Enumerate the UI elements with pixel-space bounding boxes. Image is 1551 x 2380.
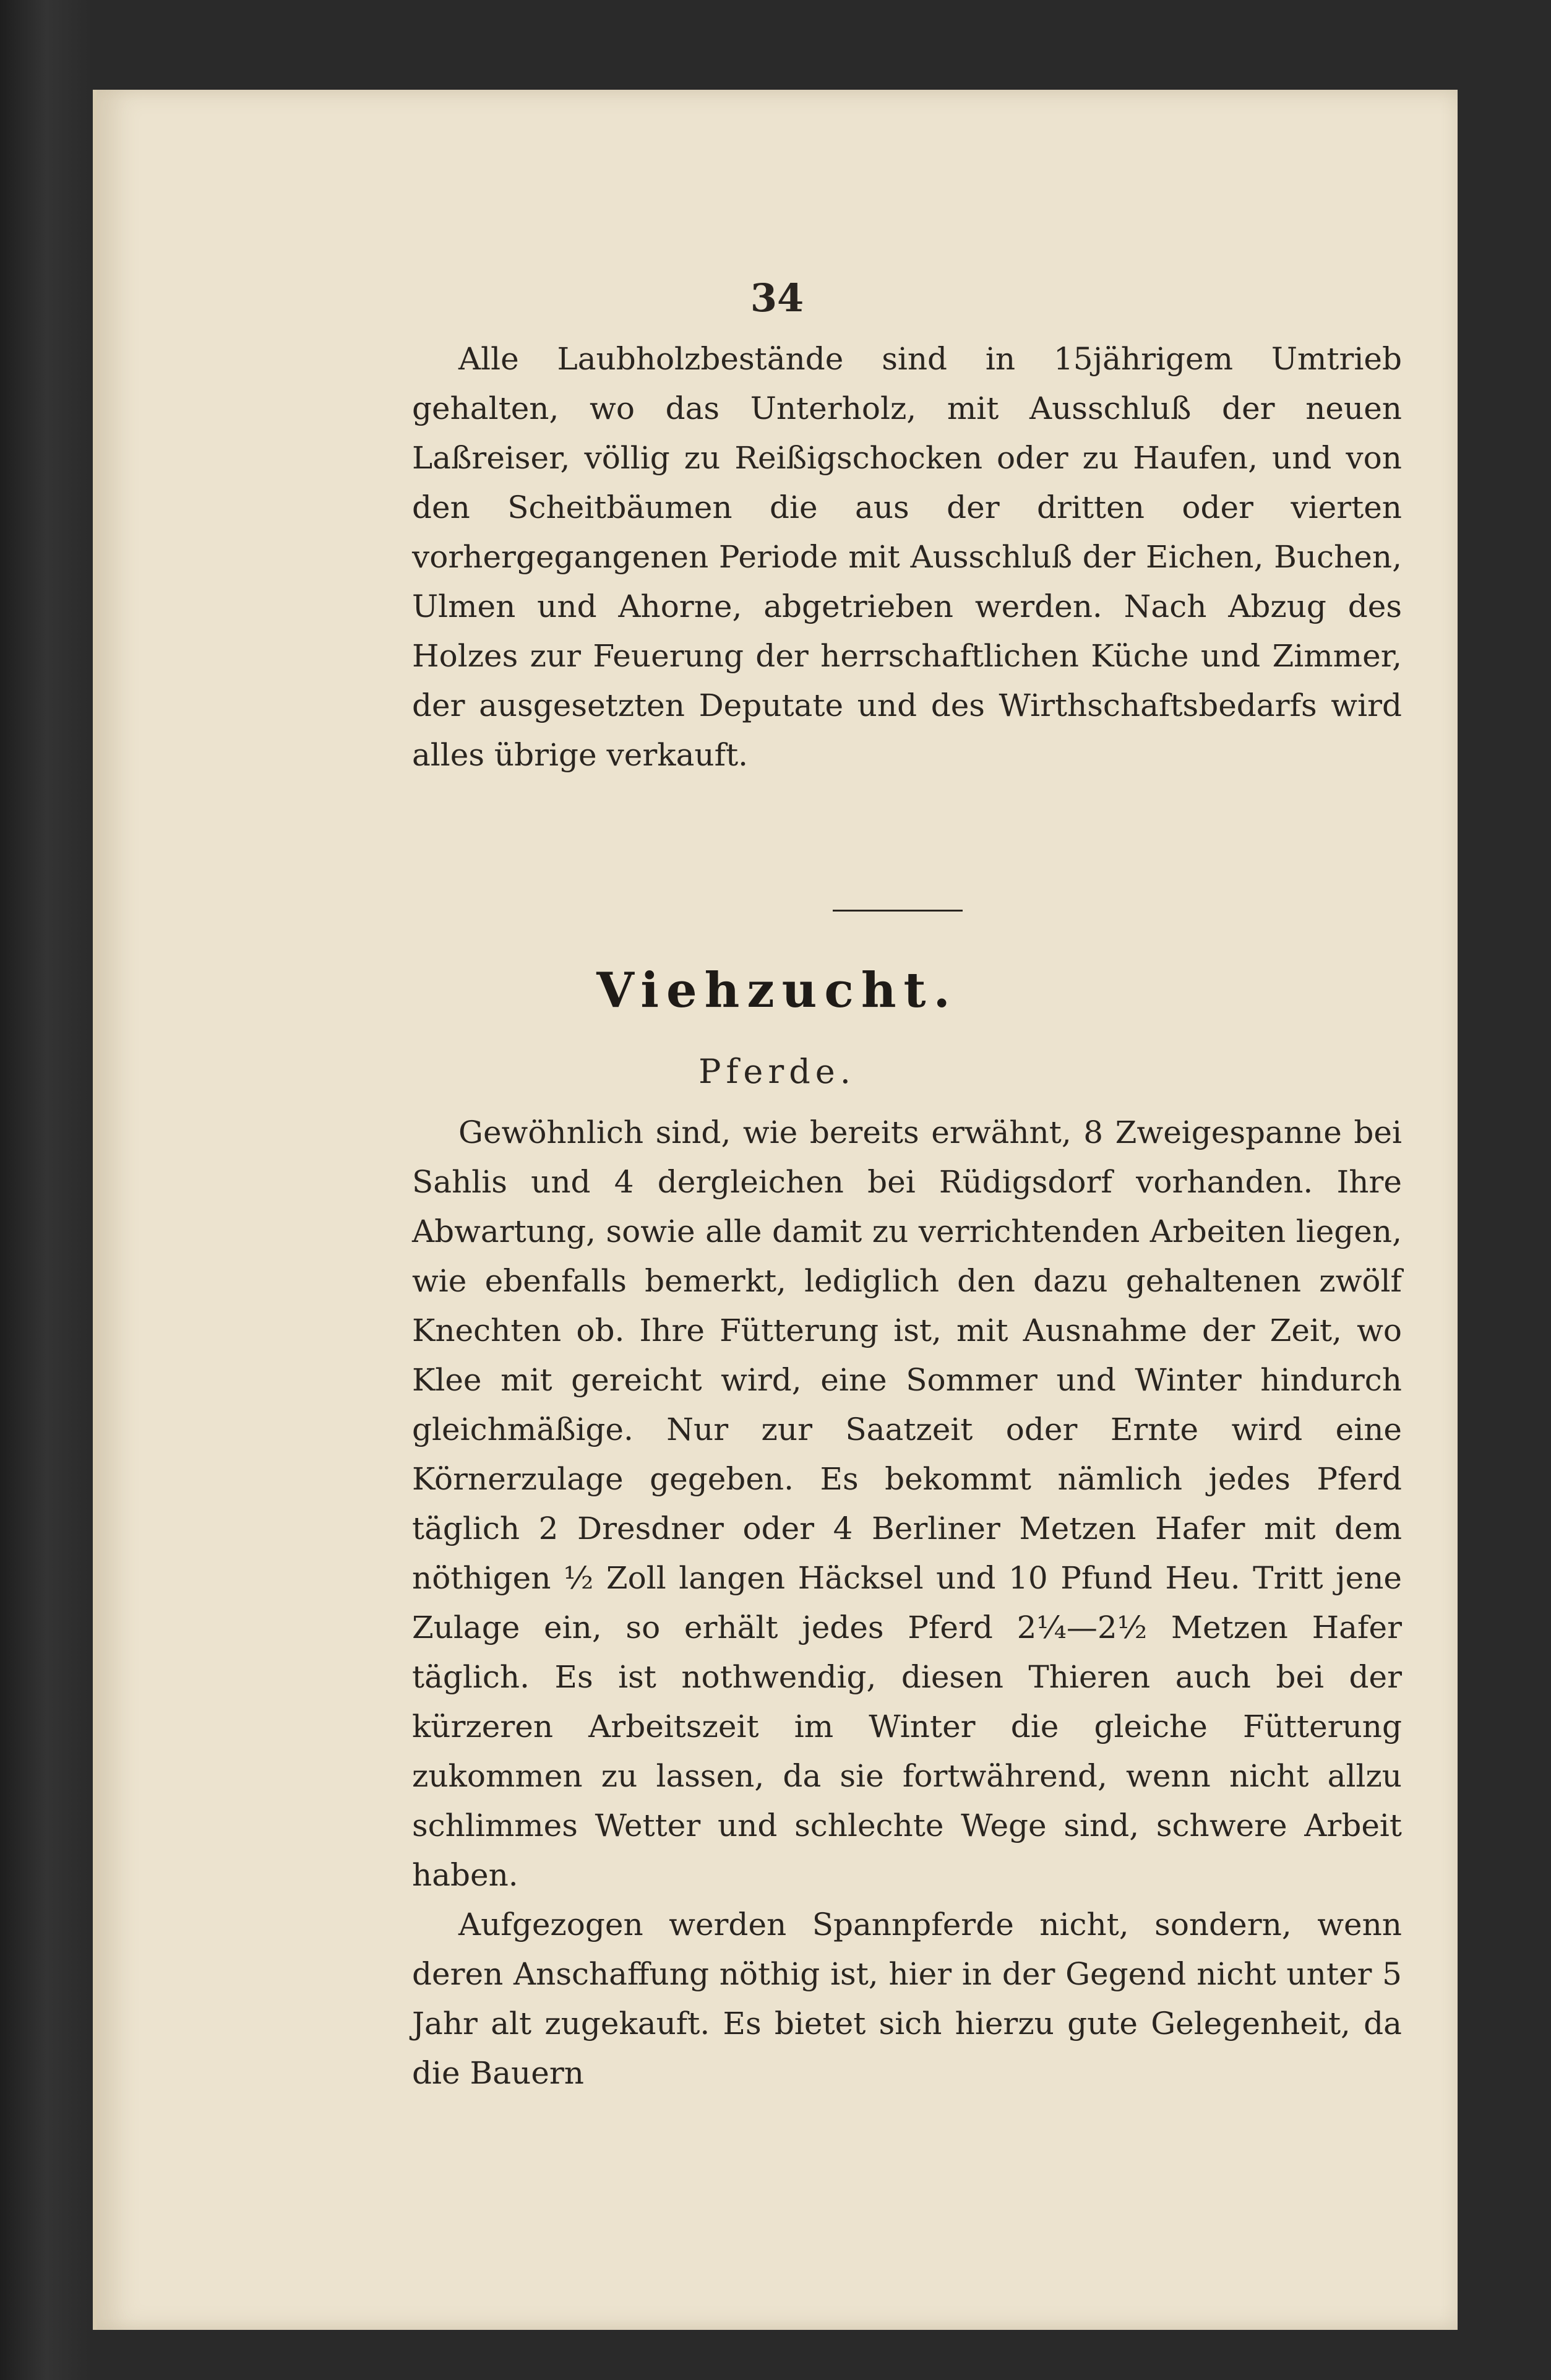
paragraph-breeding: Aufgezogen werden Spannpferde nicht, sondern, wenn deren Anschaffung nöthig ist, hier in der Gegend nicht unter 5 Jahr alt zugekauft. Es bietet sich hierzu gute Gelegenheit, da die Bauern [412,1907,1402,2091]
paragraph-forestry: Alle Laubholzbestände sind in 15jährigem Umtrieb gehalten, wo das Unterholz, mit Ausschluß der neuen Laßreiser, völlig zu Reißigschocken oder zu Haufen, und von den Scheitbäumen die aus der dritten oder vierten vorhergegangenen Periode mit Ausschluß der Eichen, Buchen, Ulmen und Ahorne, abgetrieben werden. Nach Abzug des Holzes zur Feuerung der herrschaftlichen Küche und Zimmer, der ausgesetzten Deputate und des Wirthschaftsbedarfs wird alles übrige verkauft. [412,341,1402,773]
book-page [93,90,1458,2330]
section-heading: Viehzucht. [596,962,958,1019]
section-divider [833,910,963,912]
paragraph-horses: Gewöhnlich sind, wie bereits erwähnt, 8 Zweigespanne bei Sahlis und 4 dergleichen bei Rüdigsdorf vorhanden. Ihre Abwartung, sowie alle damit zu verrichtenden Arbeiten liegen, wie ebenfalls bemerkt, lediglich den dazu gehaltenen zwölf Knechten ob. Ihre Fütterung ist, mit Ausnahme der Zeit, wo Klee mit gereicht wird, eine Sommer und Winter hindurch gleichmäßige. Nur zur Saatzeit oder Ernte wird eine Körnerzulage gegeben. Es bekommt nämlich jedes Pferd täglich 2 Dresdner oder 4 Berliner Metzen Hafer mit dem nöthigen ½ Zoll langen Häcksel und 10 Pfund Heu. Tritt jene Zulage ein, so erhält jedes Pferd 2¼—2½ Metzen Hafer täglich. Es ist nothwendig, diesen Thieren auch bei der kürzeren Arbeitszeit im Winter die gleiche Fütterung zukommen zu lassen, da sie fortwährend, wenn nicht allzu schlimmes Wetter und schlechte Wege sind, schwere Arbeit haben. [412,1115,1402,1893]
text-block-horses [412,1108,1402,2098]
subsection-heading: Pferde. [698,1052,856,1091]
text-block-forestry [412,334,1402,780]
page-number: 34 [750,275,804,321]
